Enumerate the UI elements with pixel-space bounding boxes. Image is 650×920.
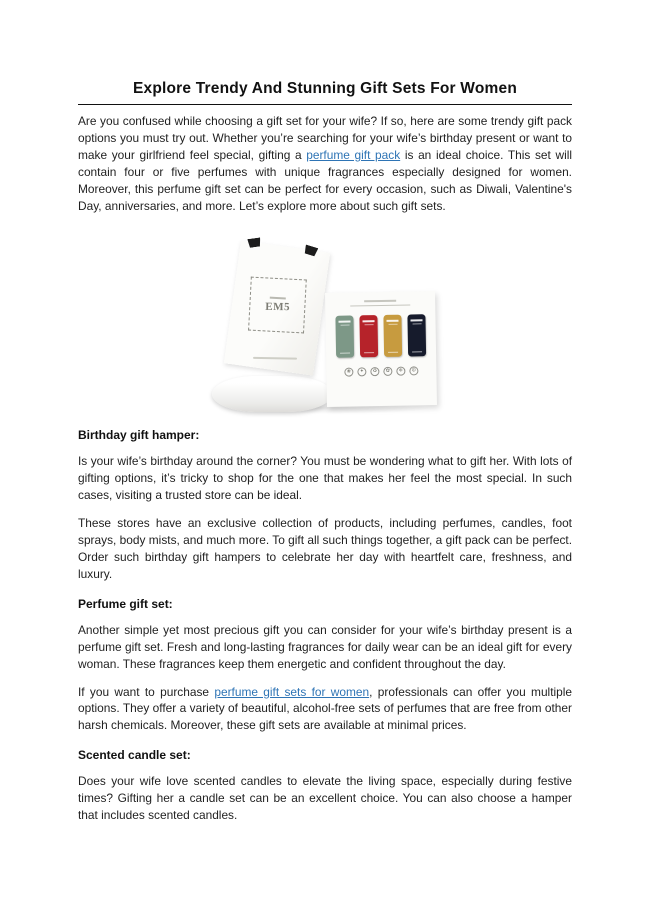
section-heading-birthday-gift-hamper: Birthday gift hamper: xyxy=(78,428,200,443)
intro-text-after-link: is an ideal choice. This set will contain four or five perfumes with unique fragrances especially designed for women. Moreover, this perfume gift set can be perfect for every occasion, such as Diwali, Valentine's Day, anniversaries, and more. Let’s explore more about such gift sets. xyxy=(78,147,573,213)
card-subheader-text xyxy=(350,304,410,307)
perfume-bottle-green xyxy=(335,316,354,358)
perfume-paragraph-2 xyxy=(78,684,572,735)
perfume-bottle-mustard xyxy=(383,315,402,357)
gift-box-card xyxy=(224,241,330,376)
section-heading-perfume-gift-set: Perfume gift set: xyxy=(78,596,173,611)
certification-badge-icon: ✿ xyxy=(383,367,392,376)
binder-clip-icon xyxy=(247,238,261,249)
certification-badge-icon: ☮ xyxy=(409,367,418,376)
page-title: Explore Trendy And Stunning Gift Sets For Women xyxy=(78,80,572,105)
brand-stamp xyxy=(248,277,307,334)
product-photo xyxy=(208,242,442,414)
candle-paragraph-1: Does your wife love scented candles to elevate the living space, especially during festive times? Gifting her a candle set can be an excellent choice. You can also choose a hamper that includes scented candles. xyxy=(78,774,572,823)
perfume-gift-sets-for-women-link[interactable]: perfume gift sets for women xyxy=(214,684,370,699)
perfume-text-before-link: If you want to purchase xyxy=(78,684,215,699)
perfume-text-after-link: , professionals can offer you multiple options. They offer a variety of beautiful, alcohol-free sets of perfumes that are free from other harsh chemicals. Moreover, these gift sets are available at minimal prices. xyxy=(78,684,573,733)
birthday-paragraph-2: These stores have an exclusive collection of products, including perfumes, candles, foot sprays, body mists, and much more. To gift all such things together, a gift pack can be perfect. Order such birthday gift hampers to celebrate her day with heartfelt care, freshness, and luxury. xyxy=(78,516,572,581)
perfume-bottle-row xyxy=(325,314,436,358)
certification-badge-icon: ❄ xyxy=(396,367,405,376)
stamp-tiny-text xyxy=(270,297,286,299)
intro-paragraph xyxy=(78,113,572,214)
birthday-paragraph-1: Is your wife’s birthday around the corner? You must be wondering what to gift her. With lots of gifting options, it’s tricky to shop for the one that makes her feel the most special. In such cases, visiting a trusted store can be ideal. xyxy=(78,454,572,503)
certification-badge-icon: ♻ xyxy=(370,367,379,376)
certification-badge-icon: ✦ xyxy=(357,368,366,377)
perfume-sampler-card xyxy=(325,291,437,407)
perfume-gift-pack-link[interactable]: perfume gift pack xyxy=(306,147,401,162)
intro-text-before-link: Are you confused while choosing a gift set for your wife? If so, here are some trendy gift pack options you must try out. Whether you’re searching for your wife’s birthday present or want to make your girlfriend feel special, gifting a xyxy=(78,114,572,162)
binder-clip-icon xyxy=(303,245,318,257)
certification-badge-icon: ❀ xyxy=(344,368,353,377)
brand-label: EM5 xyxy=(264,300,290,314)
signature-scribble xyxy=(253,357,297,359)
perfume-bottle-navy xyxy=(407,315,426,357)
card-header-text xyxy=(364,300,396,302)
perfume-paragraph-1: Another simple yet most precious gift you can consider for your wife’s birthday present is a perfume gift set. Fresh and long-lasting fragrances for daily wear can be an ideal gift for every woman. These fragrances keep them energetic and confident throughout the day. xyxy=(78,622,572,671)
perfume-bottle-red xyxy=(359,315,378,357)
certification-badge-row xyxy=(326,366,436,377)
section-heading-scented-candle-set: Scented candle set: xyxy=(78,748,191,763)
round-display-base xyxy=(212,376,332,412)
